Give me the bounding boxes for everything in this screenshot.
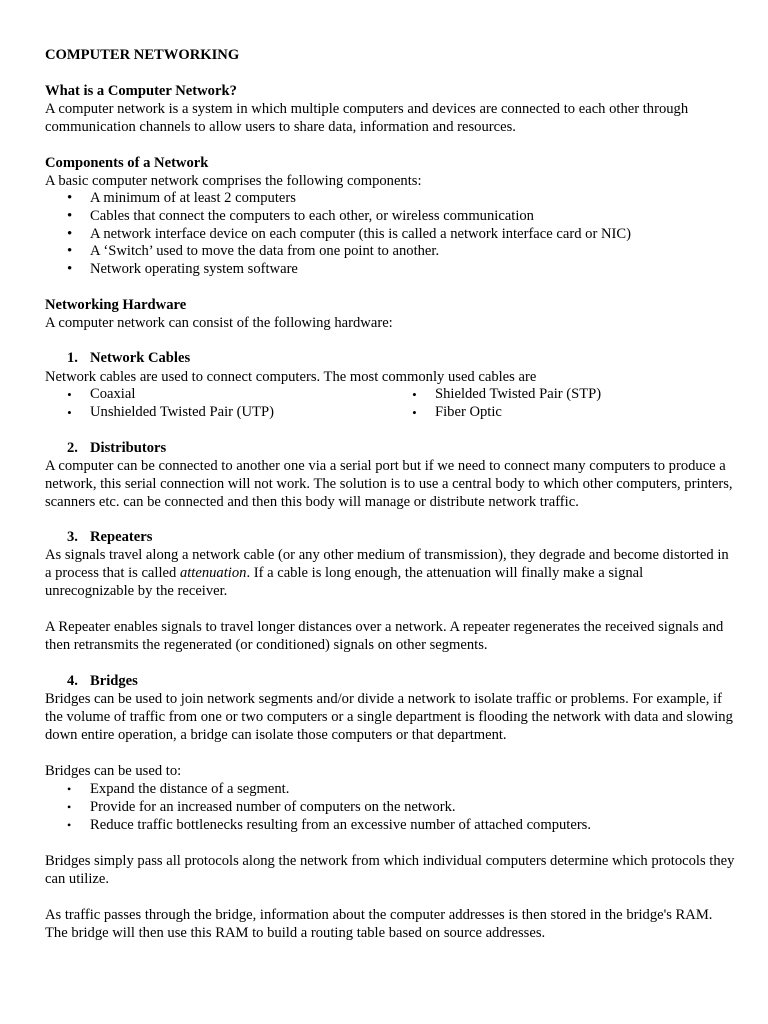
heading-text: Distributors [90,440,167,456]
list-number: 2. [67,440,78,456]
heading-distributors [45,440,735,458]
paragraph-hardware-intro: A computer network can consist of the following hardware: [45,315,393,331]
list-item: • Fiber Optic [390,404,735,422]
section-heading-hardware: Networking Hardware [45,297,187,313]
heading-text: Network Cables [90,350,191,366]
list-item: • Cables that connect the computers to each other, or wireless communication [45,208,735,226]
list-item: • Provide for an increased number of computers on the network. [45,799,735,817]
heading-repeaters [45,529,735,547]
heading-text: Bridges [90,673,138,689]
list-item: • Expand the distance of a segment. [45,781,735,799]
paragraph-repeaters-attenuation: As signals travel along a network cable (or any other medium of transmission), they degrade and become distorted in a process that is called attenuation. If a cable is long enough, the attenuation will finally make a signal unrecognizable by the receiver. [45,547,729,599]
emphasis-attenuation: attenuation [179,564,247,581]
list-item: • Network operating system software [45,261,735,279]
paragraph-components-intro: A basic computer network comprises the following components: [45,173,422,189]
list-number: 3. [67,529,78,545]
paragraph-bridges-protocols: Bridges simply pass all protocols along the network from which individual computers determine which protocols they can utilize. [45,853,735,887]
document-title: COMPUTER NETWORKING [45,47,240,63]
bridges-uses-list [45,781,735,834]
paragraph-cables-intro: Network cables are used to connect computers. The most commonly used cables are [45,369,537,385]
section-heading-components: Components of a Network [45,155,209,171]
paragraph-repeaters-function: A Repeater enables signals to travel longer distances over a network. A repeater regenerates the received signals and then retransmits the regenerated (or conditioned) signals on other segments. [45,619,724,653]
paragraph-distributors: A computer can be connected to another one via a serial port but if we need to connect many computers to produce a network, this serial connection will not work. The solution is to use a central body to which other computers, printers, scanners etc. can be connected and then this body will manage or distribute network traffic. [45,458,733,510]
cables-list-right [390,386,735,422]
heading-text: Repeaters [90,529,153,545]
list-item: • A network interface device on each computer (this is called a network interface card or NIC) [45,226,735,244]
list-item: • Reduce traffic bottlenecks resulting from an excessive number of attached computers. [45,817,735,835]
list-number: 4. [67,673,78,689]
section-heading-what-is-network: What is a Computer Network? [45,83,237,99]
heading-bridges [45,673,735,691]
cables-list-left [45,386,390,422]
paragraph-bridges-uses-intro: Bridges can be used to: [45,763,182,779]
list-item: • Shielded Twisted Pair (STP) [390,386,735,404]
paragraph-bridges-ram: As traffic passes through the bridge, information about the computer addresses is then stored in the bridge's RAM. The bridge will then use this RAM to build a routing table based on source addresses. [45,907,713,941]
heading-network-cables [45,350,735,368]
list-item: • A minimum of at least 2 computers [45,190,735,208]
paragraph-network-definition: A computer network is a system in which multiple computers and devices are connected to each other through communication channels to allow users to share data, information and resources. [45,101,689,135]
list-item: • Unshielded Twisted Pair (UTP) [45,404,390,422]
list-item: • Coaxial [45,386,390,404]
list-number: 1. [67,350,78,366]
cables-two-column-list [45,386,735,422]
components-list [45,190,735,279]
list-item: • A ‘Switch’ used to move the data from one point to another. [45,243,735,261]
paragraph-bridges-intro: Bridges can be used to join network segments and/or divide a network to isolate traffic or problems. For example, if the volume of traffic from one or two computers or a single department is flooding the network with data and slowing down entire operation, a bridge can isolate those computers or that department. [45,691,733,743]
